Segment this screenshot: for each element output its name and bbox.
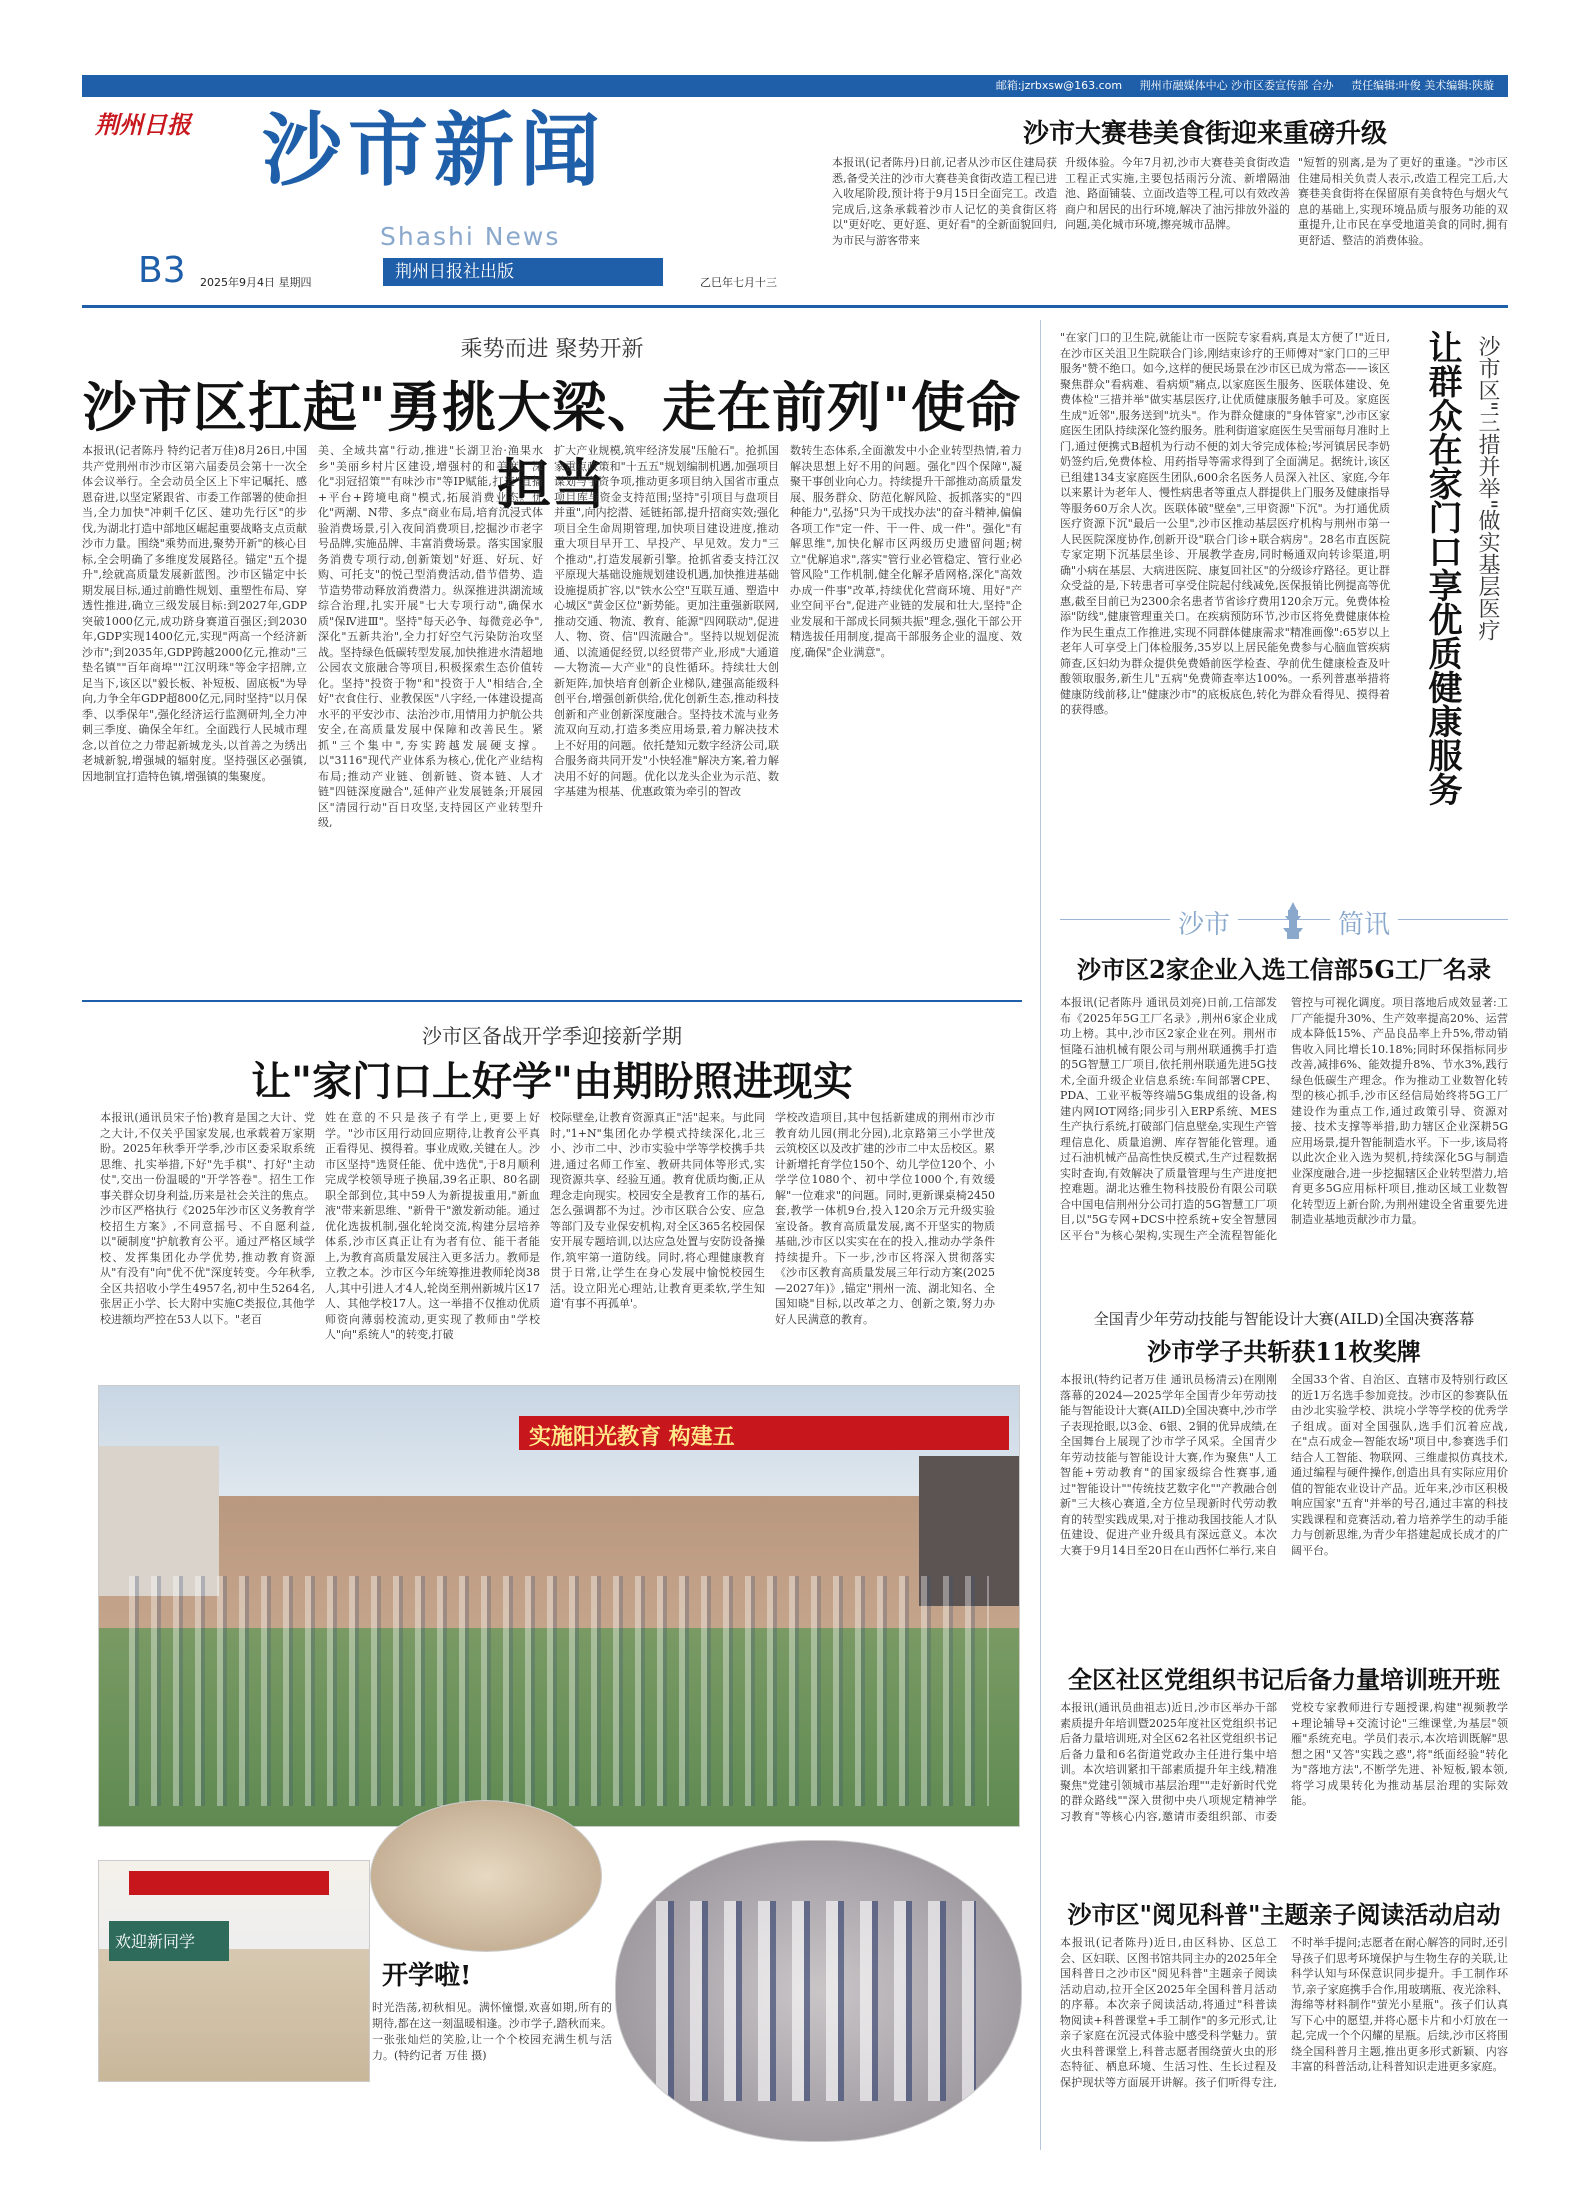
top-story-col2: 升级体验。今年7月初,沙市大赛巷美食街改造工程正式实施,主要包括雨污分流、新增隔油池、路面铺装、立面改造等工程,可以有效改善商户和居民的出行环境,解决了油污排放外溢的问题,美化城市环境,擦亮城市品牌。 bbox=[1065, 156, 1290, 231]
brief2-text: 本报讯(特约记者万佳 通讯员杨清云)在刚刚落幕的2024—2025学年全国青少年劳动技能与智能设计大赛(AILD)全国决赛中,沙市学子表现抢眼,以3金、6银、2铜的优异成绩,在全国舞台上展现了沙市学子风采。全国青少年劳动技能与智能设计大赛,作为聚焦"人工智能+劳动教育"的国家级综合性赛事,通过"智能设计""传统技艺数字化""产教融合创新"三大核心赛道,全方位呈现新时代劳动教育的转型实践成果,对于推动我国技能人才队伍建设、促进产业升级具有深远意义。本次大赛于9月14日至20日在山西怀仁举行,来自全国33个省、自治区、直辖市及特别行政区的近1万名选手参加竞技。沙市区的参赛队伍由沙北实验学校、洪垸小学等学校的优秀学子组成。面对全国强队,选手们沉着应战,在"点石成金—智能农场"项目中,参赛选手们结合人工智能、物联网、三维虚拟仿真技术,通过编程与硬件操作,创造出具有实际应用价值的智能农业设计产品。近年来,沙市区积极响应国家"五育"并举的号召,通过丰富的科技实践课程和竞赛活动,着力培养学生的动手能力与创新思维,为青少年搭建起成长成才的广阔平台。 bbox=[1060, 1373, 1508, 1557]
teachers-photo bbox=[370, 1800, 602, 1952]
brief1-text: 本报讯(记者陈丹 通讯员刘亮)日前,工信部发布《2025年5G工厂名录》,荆州6家企业成功上榜。其中,沙市区2家企业在列。荆州市恒隆石油机械有限公司与荆州联通携手打造的5G智慧工厂项目,依托荆州联通先进5G技术,全面升级企业信息系统:车间部署CPE、PDA、工业平板等终端5G集成组的设备,构建内网IOT网络;同步引入ERP系统、MES生产执行系统,打破部门信息壁垒,实现生产管理信息化、质量追溯、库存智能化管理。通过石油机械产品高性快反模式,生产过程数据实时查询,有效解决了质量管理与生产进度把控难题。湖北达雅生物科技股份有限公司联合中国电信荆州分公司打造的5G智慧工厂项目,以"5G专网+DCS中控系统+安全智慧园区平台"为核心架构,实现生产全流程智能化管控与可视化调度。项目落地后成效显著:工厂产能提升30%、生产效率提高20%、运营成本降低15%、产品良品率上升5%,带动销售收入同比增长10.18%;同时环保指标同步改善,减排6%、能效提升8%、节水3%,践行绿色低碳生产理念。作为推动工业数智化转型的核心抓手,沙市区经信局始终将5G工厂建设作为重点工作,通过政策引导、资源对接、技术支撑等举措,助力辖区企业深耕5G应用场景,提升智能制造水平。下一步,该局将以此次企业入选为契机,持续深化5G与制造业深度融合,进一步挖掘辖区企业转型潜力,培育更多5G应用标杆项目,推动区域工业数智化转型迈上新台阶,为荆州建设全省重要先进制造业基地贡献沙市力量。 bbox=[1060, 996, 1508, 1242]
page-title-en: Shashi News bbox=[380, 222, 561, 251]
publisher-banner: 荆州日报社出版 bbox=[383, 258, 663, 286]
brief1-title: 沙市区2家企业入选工信部5G工厂名录 bbox=[1077, 955, 1491, 984]
briefs-header bbox=[1060, 900, 1508, 940]
header-rule bbox=[82, 305, 1508, 308]
side-story-kicker: 沙市区"三措并举"做实基层医疗 bbox=[1475, 335, 1500, 642]
school-assembly-photo bbox=[98, 1385, 1020, 1827]
blackboard-text: 欢迎新同学 bbox=[115, 1932, 196, 1951]
producer-line: 荆州市融媒体中心 沙市区委宣传部 合办 bbox=[1139, 79, 1334, 92]
school-banner-text: 实施阳光教育 构建五 bbox=[529, 1424, 735, 1450]
lead-col4: 数转生态体系,全面激发中小企业转型热情,着力解决思想上好不用的问题。强化"四个保障",凝聚干事创业向心力。持续提升干部推动高质量发展、服务群众、防范化解风险、扳抓落实的"四种能力",弘扬"只为干成找办法"的奋斗精神,偏偏各项工作"定一件、干一件、成一件"。强化"有解思维",加快化解市区两级历史遗留问题;树立"优解追求",落实"管行业必管稳定、管行业必管风险"工作机制,健全化解矛盾网格,深化"高效办成一件事"改革,持续优化营商环境、用好"产业空间平台",促进产业链的发展和壮大,坚持"企业发展和干部成长同频共振"理念,强化干部公开精选拔任用制度,提高干部服务企业的温度、效度,确保"企业满意"。 bbox=[790, 444, 1022, 659]
classroom-banner bbox=[129, 1871, 329, 1895]
school-kicker: 沙市区备战开学季迎接新学期 bbox=[422, 1024, 682, 1048]
briefs-header-right: 简讯 bbox=[1330, 904, 1398, 941]
caption-title: 开学啦! bbox=[382, 1961, 472, 1991]
section-rule bbox=[82, 1000, 1022, 1002]
lead-col1: 本报讯(记者陈丹 特约记者万佳)8月26日,中国共产党荆州市沙市区第六届委员会第十一次全体会议举行。全会动员全区上下牢记嘱托、感恩奋进,以坚定紧跟省、市委工作部署的使命担当,全力加快"冲刺千亿区、建功先行区"的步伐,为湖北打造中部地区崛起重要战略支点贡献沙市力量。围绕"乘势而进,聚势开新"的核心目标,全会明确了多维度发展路径。锚定"五个提升",绘就高质量发展新蓝图。沙市区锚定中长期发展目标,通过前瞻性规划、重塑性布局、穿透性推进,确立三级发展目标:到2027年,GDP突破1000亿元,成功跻身赛道百强区;到2030年,GDP实现1400亿元,实现"两高一个经济新沙市";到2035年,GDP跨越2000亿元,推动"三垫名镇""百年商埠""江汉明珠"等金字招牌,立足当下,该区以"毅长板、补短板、固底板"为导向,力争全年GDP超800亿元,同时坚持"以月保季、以季保年",强化经济运行监测研判,全力冲刺三季度、确保全年红。全面践行人民城市理念,以首位之力带起新城龙头,以首善之为绣出老城新貌,增强城的辐射度。坚持强区必强镇,因地制宜打造特色镇,增强镇的集聚度。 bbox=[82, 444, 307, 783]
brief3-text: 本报讯(通讯员曲祖志)近日,沙市区举办干部素质提升年培训暨2025年度社区党组织书记后备力量培训班,对全区62名社区党组织书记后备力量和6名街道党政办主任进行集中培训。本次培训紧扣干部素质提升年主线,精准聚焦"党建引领城市基层治理""走好新时代党的群众路线""深入贯彻中央八项规定精神学习教育"等核心内容,邀请市委组织部、市委党校专家教师进行专题授课,构建"视频教学+理论辅导+交流讨论"三维课堂,为基层"领雁"系统充电。学员们表示,本次培训既解"思想之困"又答"实践之惑",将"纸面经验"转化为"落地方法",不断学先进、补短板,锻本领,将学习成果转化为推动基层治理的实际效能。 bbox=[1060, 1701, 1508, 1823]
page-title: 沙市新闻 bbox=[262, 103, 606, 197]
school-col2: 姓在意的不只是孩子有学上,更要上好学。"沙市区用行动回应期待,让教育公平真正看得见、摸得着。事业成败,关键在人。沙市区坚持"选贤任能、优中选优",于8月顺利完成学校领导班子换届,39名正职、80名副职全部到位,其中59人为新提拔重用,"新血液"带来新思维、"新骨干"激发新动能。通过优化选拔机制,强化轮岗交流,构建分层培养体系,沙市区真正让有为者有位、能干者能上,为教育高质量发展注入更多活力。教师是立教之本。沙市区今年统筹推进教师轮岗38人,其中引进人才4人,轮岗至荆州新城片区17人、其他学校17人。这一举措不仅推动优质师资向薄弱校流动,更实现了教师由"学校人"向"系统人"的转变,打破 bbox=[325, 1111, 540, 1341]
issue-date: 2025年9月4日 星期四 bbox=[200, 276, 312, 289]
page-number: B3 bbox=[138, 250, 186, 291]
building-left bbox=[99, 1446, 219, 1596]
caption-text: 时光浩荡,初秋相见。满怀憧憬,欢喜如期,所有的期待,都在这一刻温暖相逢。沙市学子,踏秋而来。一张张灿烂的笑脸,让一个个校园充满生机与活力。(特约记者 万佳 摄) bbox=[372, 2001, 612, 2062]
lead-col2: 美、全域共富"行动,推进"长湖卫治·渔果水乡"美丽乡村片区建设,增强村的和美度。深化"羽冠招策""有味沙市"等IP赋能,打造"直播+平台+跨境电商"模式,拓展消费业态。优化"两潮、N带、多点"商业布局,培育沉浸式体验消费场景,引入夜间消费项目,挖掘沙市老字号品牌,实施品牌、丰富消费场景。落实国家服务消费专项行动,创新策划"好逛、好玩、好购、可托支"的悦己型消费活动,借节借势、造节造势带动释放消费潜力。纵深推进洪湖流域综合治理,扎实开展"七大专项行动",确保水质"保Ⅳ进Ⅲ"。坚持"每天必争、每微竞必争",深化"五新共治",全力打好空气污染防治攻坚战。坚持绿色低碳转型发展,加快推进水清超地公园农文旅融合等项目,积极探索生态价值转化。坚持"投资于物"和"投资于人"相结合,全好"衣食住行、业教保医"八字经,一体建设提高水平的平安沙市、法治沙市,用情用力护航公共安全,在高质量发展中保障和改善民生。紧抓"三个集中",夯实跨越发展硬支撑。以"3116"现代产业体系为核心,优化产业结构布局;推动产业链、创新链、资本链、人才链"四链深度融合",延伸产业发展链条;开展园区"清园行动"百日攻坚,支持园区产业转型升级, bbox=[318, 444, 543, 829]
contact-email: 邮箱:jzrbxsw@163.com bbox=[995, 79, 1123, 92]
briefs-header-left: 沙市 bbox=[1170, 904, 1238, 941]
classroom-photo bbox=[98, 1860, 370, 2082]
students-crowd bbox=[129, 1576, 989, 1806]
blackboard bbox=[109, 1921, 229, 1961]
lead-title: 沙市区扛起"勇挑大梁、走在前列"使命担当 bbox=[82, 375, 1022, 516]
top-story-col1: 本报讯(记者陈丹)日前,记者从沙市区住建局获悉,备受关注的沙市大赛巷美食街改造工程已进入收尾阶段,预计将于9月15日全面完工。改造完成后,这条承载着沙市人记忆的美食街区将以"更好吃、更好逛、更好看"的全新面貌回归,为市民与游客带来 bbox=[832, 156, 1057, 247]
school-title: 让"家门口上好学"由期盼照进现实 bbox=[251, 1058, 853, 1105]
pagoda-icon bbox=[1275, 900, 1311, 940]
lunar-date: 乙巳年七月十三 bbox=[700, 276, 777, 289]
editors-line: 责任编辑:叶俊 美术编辑:陕璇 bbox=[1351, 79, 1494, 92]
column-divider bbox=[1040, 320, 1041, 2150]
brief2-kicker: 全国青少年劳动技能与智能设计大赛(AILD)全国决赛落幕 bbox=[1093, 1310, 1475, 1328]
newspaper-logo: 荆州日报 bbox=[95, 110, 191, 139]
brief2-title: 沙市学子共斩获11枚奖牌 bbox=[1147, 1337, 1421, 1366]
students-closeup-photo bbox=[615, 1840, 1022, 2142]
lead-kicker: 乘势而进 聚势开新 bbox=[460, 337, 644, 362]
side-story-title: 让群众在家门口享优质健康服务 bbox=[1422, 330, 1462, 806]
side-story-text: "在家门口的卫生院,就能让市一医院专家看病,真是太方便了!"近日,在沙市区关沮卫生院联合门诊,刚结束诊疗的王师傅对"家门口的三甲服务"赞不绝口。如今,这样的便民场景在沙市区已成为常态——该区聚焦群众"看病难、看病烦"痛点,以家庭医生服务、医联体建设、免费体检"三措并举"做实基层医疗,让优质健康服务触手可及。家庭医生成"近邻",服务送到"坑头"。作为群众健康的"身体管家",沙市区家庭医生团队持续深化签约服务。胜利街道家庭医生吴雪丽每月准时上门,通过便携式B超机为行动不便的刘大爷完成体检;岑河镇居民李奶奶签约后,免费体检、用药指导等需求得到了全面满足。据统计,该区已组建134支家庭医生团队,600余名医务人员深入社区、家庭,今年以来累计为老年人、慢性病患者等重点人群提供上门服务及健康指导等服务60万余人次。医联体破"壁垒",三甲资源"下沉"。为打通优质医疗资源下沉"最后一公里",沙市区推动基层医疗机构与荆州市第一人民医院深度协作,创新开设"联合门诊+联合病房"。28名市直医院专家定期下沉基层坐诊、开展教学查房,同时畅通双向转诊渠道,明确"小病在基层、大病进医院、康复回社区"的分级诊疗路径。更让群众受益的是,下转患者可享受住院起付线减免,医保报销比例提高等优惠,截至目前已为2300余名患者节省诊疗费用120余万元。免费体检添"防线",健康管理重关口。在疾病预防环节,沙市区将免费健康体检作为民生重点工作推进,实现不同群体健康需求"精准画像":65岁以上老年人可享受上门体检服务,35岁以上居民能免费参与心脑血管疾病筛查,区妇幼为群众提供免费婚前医学检查、孕前优生健康检查及叶酸领取服务,新生儿"五病"免费筛查率达100%。一系列普惠举措将健康防线前移,让"健康沙市"的底板底色,转化为群众看得见、摸得着的获得感。 bbox=[1060, 331, 1390, 716]
brief3-title: 全区社区党组织书记后备力量培训班开班 bbox=[1068, 1665, 1500, 1694]
school-banner bbox=[519, 1416, 1009, 1450]
school-col4: 学校改造项目,其中包括新建成的荆州市沙市教育幼儿园(荆北分园),北京路第三小学世茂云筑校区以及改扩建的沙市二中太岳校区。累计新增托育学位150个、幼儿学位120个、小学学位1080个、初中学位1000个,有效缓解"一位难求"的问题。同时,更新课桌椅2450套,教学一体机9台,投入120余万元升级实验室设备。教育高质量发展,离不开坚实的物质基础,沙市区以实实在在的投入,推动办学条件持续提升。下一步,沙市区将深入贯彻落实《沙市区教育高质量发展三年行动方案(2025—2027年)》,锚定"荆州一流、湖北知名、全国知晓"目标,以改革之力、创新之策,努力办好人民满意的教育。 bbox=[775, 1111, 995, 1326]
school-col1: 本报讯(通讯员宋子怡)教育是国之大计、党之大计,不仅关乎国家发展,也承载着万家期盼。2025年秋季开学季,沙市区委采取系统思维、扎实举措,下好"先手棋"、打好"主动仗",交出一份温暖的"开学答卷"。招生工作事关群众切身利益,历来是社会关注的焦点。沙市区严格执行《2025年沙市区义务教育学校招生方案》,不同意摇号、不自愿利益,以"硬制度"护航教育公平。通过严格区域学校、发挥集团化办学优势,推动教育资源从"有没有"向"优不优"深度转变。今年秋季,全区共招收小学生4957名,初中生5264名,张居正小学、长大附中实施C类报位,其他学校进额均严控在53人以下。"老百 bbox=[100, 1111, 315, 1326]
photo-caption bbox=[372, 1955, 612, 2145]
students-uniforms bbox=[656, 1901, 976, 2101]
top-story-title: 沙市大赛巷美食街迎来重磅升级 bbox=[1022, 119, 1387, 149]
brief4-text: 本报讯(记者陈丹)近日,由区科协、区总工会、区妇联、区图书馆共同主办的2025年全国科普日之沙市区"阅见科普"主题亲子阅读活动启动,拉开全区2025年全国科普月活动的序幕。本次亲子阅读活动,将通过"科普读物阅读+科普课堂+手工制作"的多元形式,让亲子家庭在沉浸式体验中感受科学魅力。萤火虫科普课堂上,科普志愿者围绕萤火虫的形态特征、栖息环境、生活习性、生长过程及保护现状等方面展开讲解。孩子们听得专注,不时举手提问;志愿者在耐心解答的同时,还引导孩子们思考环境保护与生物生存的关联,让科学认知与环保意识同步提升。手工制作环节,亲子家庭携手合作,用玻璃瓶、夜光涂料、海绵等材料制作"萤光小星瓶"。孩子们认真写下心中的愿望,并将心愿卡片和小灯放在一起,完成一个个闪耀的星瓶。后续,沙市区将围绕全国科普月主题,推出更多形式新颖、内容丰富的科普活动,让科普知识走进更多家庭。 bbox=[1060, 1936, 1508, 2089]
brief4-title: 沙市区"阅见科普"主题亲子阅读活动启动 bbox=[1067, 1900, 1501, 1929]
top-info-bar bbox=[82, 75, 1508, 97]
lead-col3: 扩大产业规模,筑牢经济发展"压舱石"。抢抓国家重点政策和"十五五"规划编制机遇,加强项目谋划与争资争项,推动更多项目纳入国省市重点项目库与资金支持范围;坚持"引项目与盘项目并重",向内挖潜、延链拓部,提升招商实效;强化项目全生命周期管理,加快项目建设进度,推动重大项目早开工、早投产、早见效。发力"三个推动",打造发展新引擎。抢抓省委支持江汉平原现大基础设施规划建设机遇,加快推进基础设施提质扩容,以"铁水公空"互联互通、塑造中心城区"黄金区位"新势能。更加注重强新联网,推动交通、物流、教育、能源"四网联动",促进人、物、资、信"四流融合"。坚持以规划促流通、以流通促经贸,以经贸带产业,形成"大通道—大物流—大产业"的良性循环。持续壮大创新矩阵,加快培育创新企业梯队,建强高能级科创平台,增强创新供给,优化创新生态,推动科技创新和产业创新深度融合。坚持技术流与业务流双向互动,打造多类应用场景,着力解决技术上不好用的问题。依托楚知元数字经济公司,联合服务商共同开发"小快轻准"解决方案,着力解决用不好的问题。优化以龙头企业为示范、数字基建为根基、优惠政策为牵引的智改 bbox=[554, 444, 779, 798]
top-story-col3: "短暂的别离,是为了更好的重逢。"沙市区住建局相关负责人表示,改造工程完工后,大赛巷美食街将在保留原有美食特色与烟火气息的基础上,实现环境品质与服务功能的双重提升,让市民在享受地道美食的同时,拥有更舒适、整洁的消费体验。 bbox=[1298, 156, 1508, 247]
school-col3: 校际壁垒,让教育资源真正"活"起来。与此同时,"1+N"集团化办学模式持续深化,北三小、沙市二中、沙市实验中学等学校携手共进,通过名师工作室、教研共同体等形式,实现资源共享、经验互通。教育优质均衡,正从理念走向现实。校园安全是教育工作的基石,怎么强调都不为过。沙市区联合公安、应急等部门及专业保安机构,对全区365名校园保安开展专题培训,以达应急处置与安防设备操作,筑牢第一道防线。同时,将心理健康教育贯于日常,让学生在身心发展中愉悦校园生活。设立阳光心理站,让教育更柔软,学生知道'有事不再孤单'。 bbox=[550, 1111, 765, 1310]
